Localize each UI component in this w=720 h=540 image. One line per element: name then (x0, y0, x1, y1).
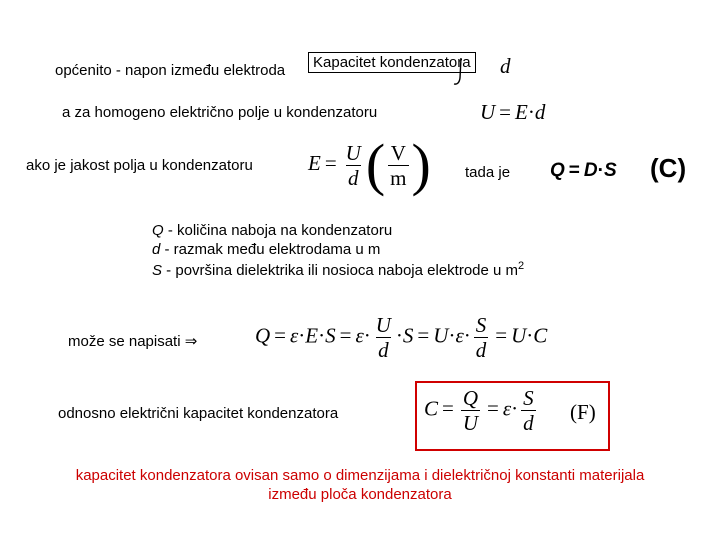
line1-text: općenito - napon između elektroda (55, 62, 286, 79)
line4-text: može se napisati ⇒ (68, 333, 198, 350)
definition-s: S - površina dielektrika ili nosioca naboja elektrode u $m^2$ (152, 260, 525, 279)
slide-title: Kapacitet kondenzatora (308, 52, 476, 73)
conclusion-line-b: između ploča kondenzatora (268, 486, 452, 503)
line3-text: ako je jakost polja u kondenzatoru (26, 157, 253, 174)
definition-d: d - razmak među elektrodama u m (152, 241, 381, 258)
integral-fragment-icon (452, 56, 466, 88)
line5-text: odnosno električni kapacitet kondenzatora (58, 405, 339, 422)
line2-text: a za homogeno električno polje u kondenzatoru (62, 104, 378, 121)
formula-q-expansion: Q = ε·E·S = ε· $\frac{U}{d}$ ·S = U·ε· $\frac{S}{d}$ = U·C (255, 313, 548, 362)
unit-coulomb: (C) (650, 153, 687, 183)
line1-tail: d (500, 54, 511, 78)
formula-u-ed: U = E·d (480, 100, 546, 124)
unit-farad: (F) (570, 400, 596, 424)
formula-e-ud: E = $\frac{U}{d}$ ( $\frac{V}{m}$ ) (308, 132, 431, 197)
implies-arrow-icon: ⇒ (184, 333, 198, 350)
formula-q-ds: Q = D·S (550, 160, 617, 181)
then-text: tada je (465, 164, 511, 181)
definition-q: Q - količina naboja na kondenzatoru (152, 222, 393, 239)
conclusion-line-a: kapacitet kondenzatora ovisan samo o dimenzijama i dielektričnoj konstanti materijala (75, 467, 645, 484)
formula-capacitance: C = $\frac{Q}{U}$ = ε· $\frac{S}{d}$ (424, 386, 534, 435)
